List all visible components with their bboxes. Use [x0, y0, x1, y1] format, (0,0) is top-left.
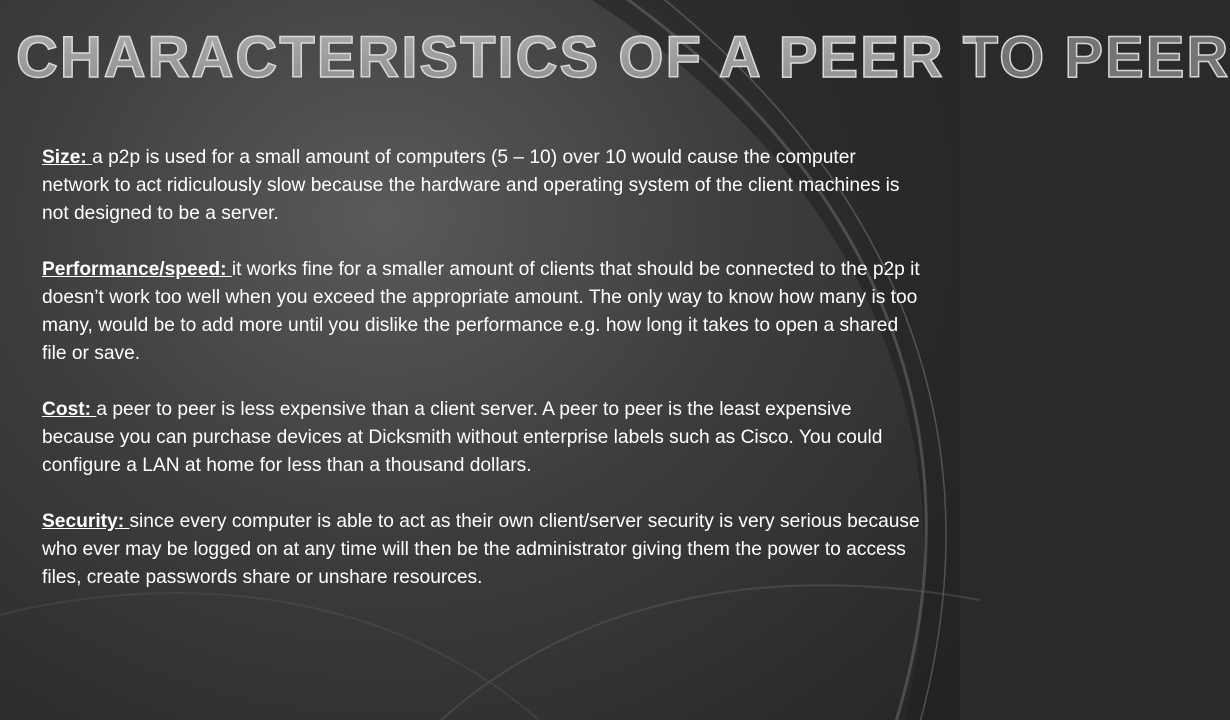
paragraph-text-cost: a peer to peer is less expensive than a client server. A peer to peer is the least expensive because you can purchase devices at Dicksmith without enterprise labels such as Cisco. You could configure a LAN at home for less than a thousand dollars.: [42, 399, 883, 476]
paragraph-label-performance: Performance/speed:: [42, 259, 232, 280]
paragraph-security: [42, 508, 922, 592]
paragraph-text-size: a p2p is used for a small amount of computers (5 – 10) over 10 would cause the computer network to act ridiculously slow because the hardware and operating system of the client machines is not designed to be a server.: [42, 147, 900, 224]
paragraph-label-cost: Cost:: [42, 399, 97, 420]
paragraph-text-performance: it works fine for a smaller amount of clients that should be connected to the p2p it doesn’t work too well when you exceed the appropriate amount. The only way to know how many is too many, would be to add more until you dislike the performance e.g. how long it takes to open a shared file or save.: [42, 259, 920, 364]
slide-title: CHARACTERISTICS OF A PEER TO PEER: [16, 14, 976, 102]
paragraph-text-security: since every computer is able to act as their own client/server security is very serious because who ever may be logged on at any time will then be the administrator giving them the power to access files, create passwords share or unshare resources.: [42, 511, 920, 588]
swoosh-line-4: [0, 593, 560, 720]
swoosh-line-3: [420, 585, 980, 720]
paragraph-performance: [42, 256, 922, 368]
paragraph-label-security: Security:: [42, 511, 130, 532]
paragraph-size: [42, 144, 922, 228]
paragraph-label-size: Size:: [42, 147, 93, 168]
paragraph-cost: [42, 396, 922, 480]
slide-body: [42, 144, 922, 592]
